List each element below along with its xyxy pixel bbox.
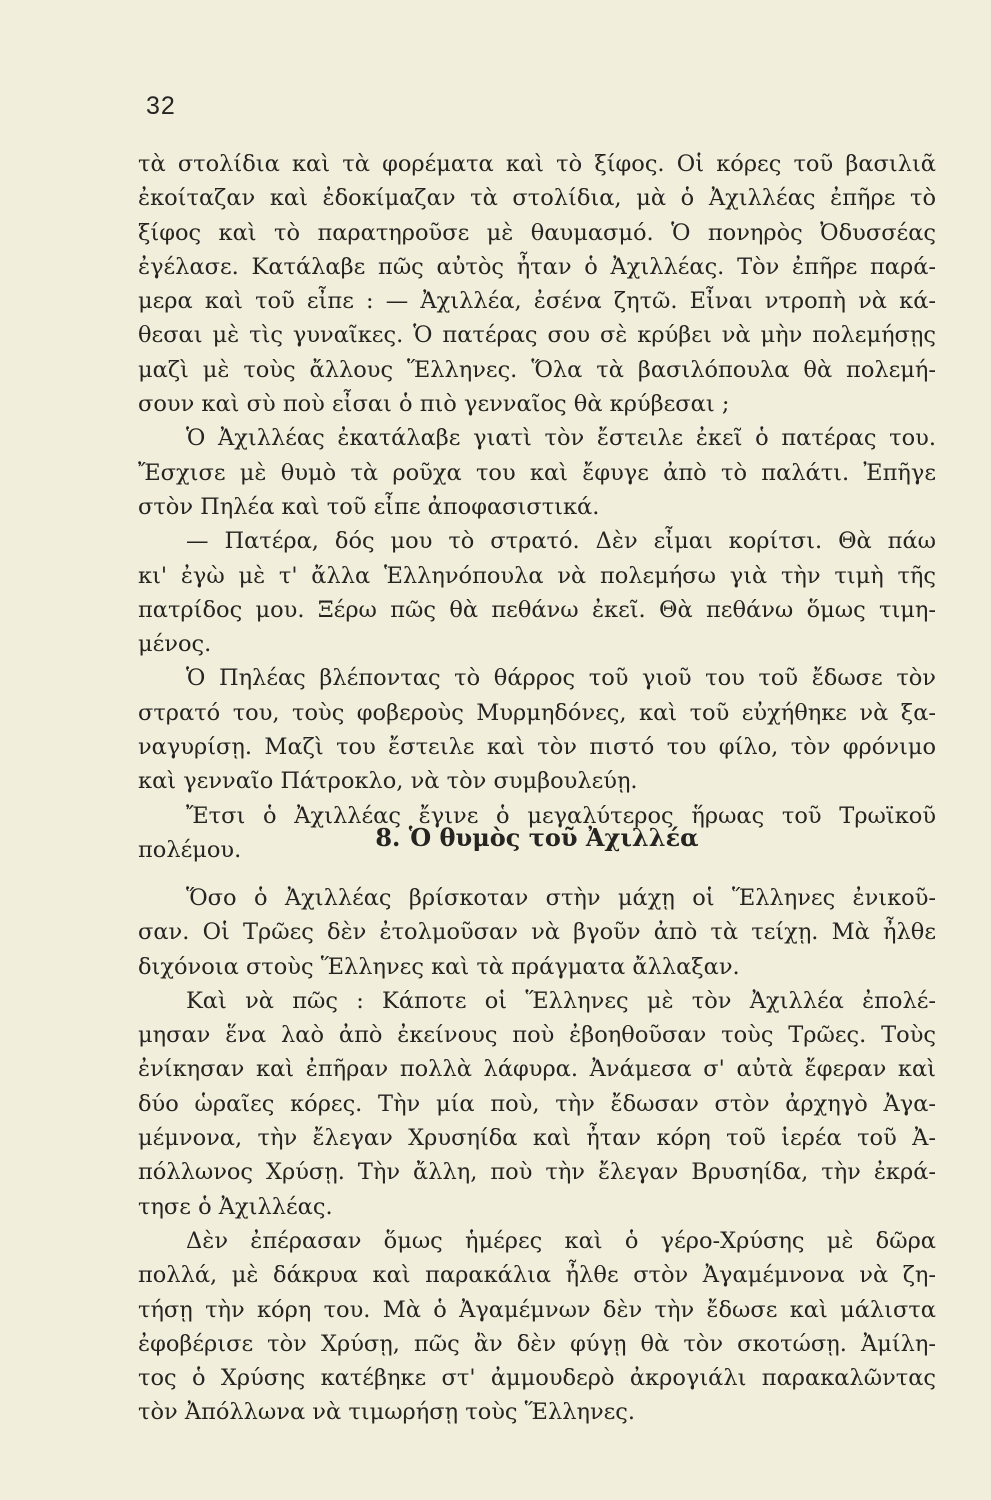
text-line: τος ὁ Χρύσης κατέβηκε στ' ἀμμουδερὸ ἀκρογιάλι παρακαλῶντας [138, 1365, 936, 1392]
text-line: μένος. [138, 631, 212, 658]
text-line: πολέμου. [138, 836, 242, 863]
text-line: τὰ στολίδια καὶ τὰ φορέματα καὶ τὸ ξίφος. Οἱ κόρες τοῦ βασιλιᾶ [138, 151, 936, 177]
text-line: στρατό του, τοὺς φοβεροὺς Μυρμηδόνες, καὶ τοῦ εὐχήθηκε νὰ ξα- [138, 699, 936, 726]
text-line: ξίφος καὶ τὸ παρατηροῦσε μὲ θαυμασμό. Ὁ πονηρὸς Ὀδυσσέας [138, 219, 936, 246]
text-line: ἐγέλασε. Κατάλαβε πῶς αὐτὸς ἦταν ὁ Ἀχιλλέας. Τὸν ἐπῆρε παρά- [138, 253, 936, 280]
text-line: δύο ὡραῖες κόρες. Τὴν μία ποὺ, τὴν ἔδωσαν στὸν ἀρχηγὸ Ἀγα- [138, 1090, 936, 1117]
text-line: Ἔτσι ὁ Ἀχιλλέας ἔγινε ὁ μεγαλύτερος ἥρωας τοῦ Τρωϊκοῦ [186, 802, 936, 829]
text-line: Καὶ νὰ πῶς : Κάποτε οἱ Ἕλληνες μὲ τὸν Ἀχιλλέα ἐπολέ- [186, 987, 936, 1014]
text-line: θεσαι μὲ τὶς γυναῖκες. Ὁ πατέρας σου σὲ κρύβει νὰ μὴν πολεμήσῃς [138, 322, 936, 349]
text-line: καὶ γενναῖο Πάτροκλο, νὰ τὸν συμβουλεύῃ. [138, 768, 638, 795]
text-line: πολλά, μὲ δάκρυα καὶ παρακάλια ἦλθε στὸν Ἀγαμέμνονα νὰ ζη- [138, 1262, 936, 1289]
section-text-2 [138, 881, 936, 1430]
text-line: μησαν ἕνα λαὸ ἀπὸ ἐκείνους ποὺ ἐβοηθοῦσαν τοὺς Τρῶες. Τοὺς [138, 1022, 936, 1049]
text-line: Ὅσο ὁ Ἀχιλλέας βρίσκοταν στὴν μάχῃ οἱ Ἕλληνες ἐνικοῦ- [186, 885, 936, 911]
text-line: — Πατέρα, δός μου τὸ στρατό. Δὲν εἶμαι κορίτσι. Θὰ πάω [186, 528, 936, 555]
text-line: ναγυρίσῃ. Μαζὶ του ἔστειλε καὶ τὸν πιστό του φίλο, τὸν φρόνιμο [138, 734, 936, 761]
text-line: τὸν Ἀπόλλωνα νὰ τιμωρήσῃ τοὺς Ἕλληνες. [138, 1399, 636, 1426]
text-line: ἐνίκησαν καὶ ἐπῆραν πολλὰ λάφυρα. Ἀνάμεσα σ' αὐτὰ ἔφεραν καὶ [138, 1056, 936, 1083]
text-line: διχόνοια στοὺς Ἕλληνες καὶ τὰ πράγματα ἄλλαξαν. [138, 953, 740, 980]
text-line: στὸν Πηλέα καὶ τοῦ εἶπε ἀποφασιστικά. [138, 493, 600, 520]
text-line: μέμνονα, τὴν ἔλεγαν Χρυσηίδα καὶ ἦταν κόρη τοῦ ἱερέα τοῦ Ἀ- [138, 1125, 936, 1152]
section-text-1 [138, 147, 936, 867]
text-line: σαν. Οἱ Τρῶες δὲν ἐτολμοῦσαν νὰ βγοῦν ἀπὸ τὰ τείχῃ. Μὰ ἦλθε [138, 919, 936, 946]
text-line: σουν καὶ σὺ ποὺ εἶσαι ὁ πιὸ γενναῖος θὰ κρύβεσαι ; [138, 391, 730, 418]
text-line: πόλλωνος Χρύσῃ. Τὴν ἄλλη, ποὺ τὴν ἔλεγαν Βρυσηίδα, τὴν ἐκρά- [138, 1159, 936, 1186]
text-line: πατρίδος μου. Ξέρω πῶς θὰ πεθάνω ἐκεῖ. Θὰ πεθάνω ὅμως τιμη- [138, 596, 936, 623]
text-line: Δὲν ἐπέρασαν ὅμως ἡμέρες καὶ ὁ γέρο-Χρύσης μὲ δῶρα [186, 1227, 936, 1254]
text-line: ἐφοβέρισε τὸν Χρύσῃ, πῶς ἂν δὲν φύγῃ θὰ τὸν σκοτώσῃ. Ἀμίλη- [138, 1330, 936, 1357]
text-line: Ὁ Ἀχιλλέας ἐκατάλαβε γιατὶ τὸν ἔστειλε ἐκεῖ ὁ πατέρας του. [186, 425, 936, 452]
text-line: μερα καὶ τοῦ εἶπε : — Ἀχιλλέα, ἐσένα ζητῶ. Εἶναι ντροπὴ νὰ κά- [138, 288, 936, 315]
chapter-heading: 8. Ὁ θυμὸς τοῦ Ἀχιλλέα [375, 823, 699, 852]
text-line: τήσῃ τὴν κόρη του. Μὰ ὁ Ἀγαμέμνων δὲν τὴν ἔδωσε καὶ μάλιστα [138, 1296, 936, 1323]
text-line: τησε ὁ Ἀχιλλέας. [138, 1193, 333, 1220]
text-line: Ἔσχισε μὲ θυμὸ τὰ ροῦχα του καὶ ἔφυγε ἀπὸ τὸ παλάτι. Ἐπῆγε [138, 459, 936, 486]
text-line: κι' ἐγὼ μὲ τ' ἄλλα Ἑλληνόπουλα νὰ πολεμήσω γιὰ τὴν τιμὴ τῆς [138, 562, 936, 589]
text-line: μαζὶ μὲ τοὺς ἄλλους Ἕλληνες. Ὅλα τὰ βασιλόπουλα θὰ πολεμή- [138, 356, 936, 383]
text-line: Ὁ Πηλέας βλέποντας τὸ θάρρος τοῦ γιοῦ του τοῦ ἔδωσε τὸν [186, 665, 936, 692]
page-number: 32 [146, 92, 176, 120]
text-line: ἐκοίταζαν καὶ ἐδοκίμαζαν τὰ στολίδια, μὰ ὁ Ἀχιλλέας ἐπῆρε τὸ [138, 185, 936, 212]
